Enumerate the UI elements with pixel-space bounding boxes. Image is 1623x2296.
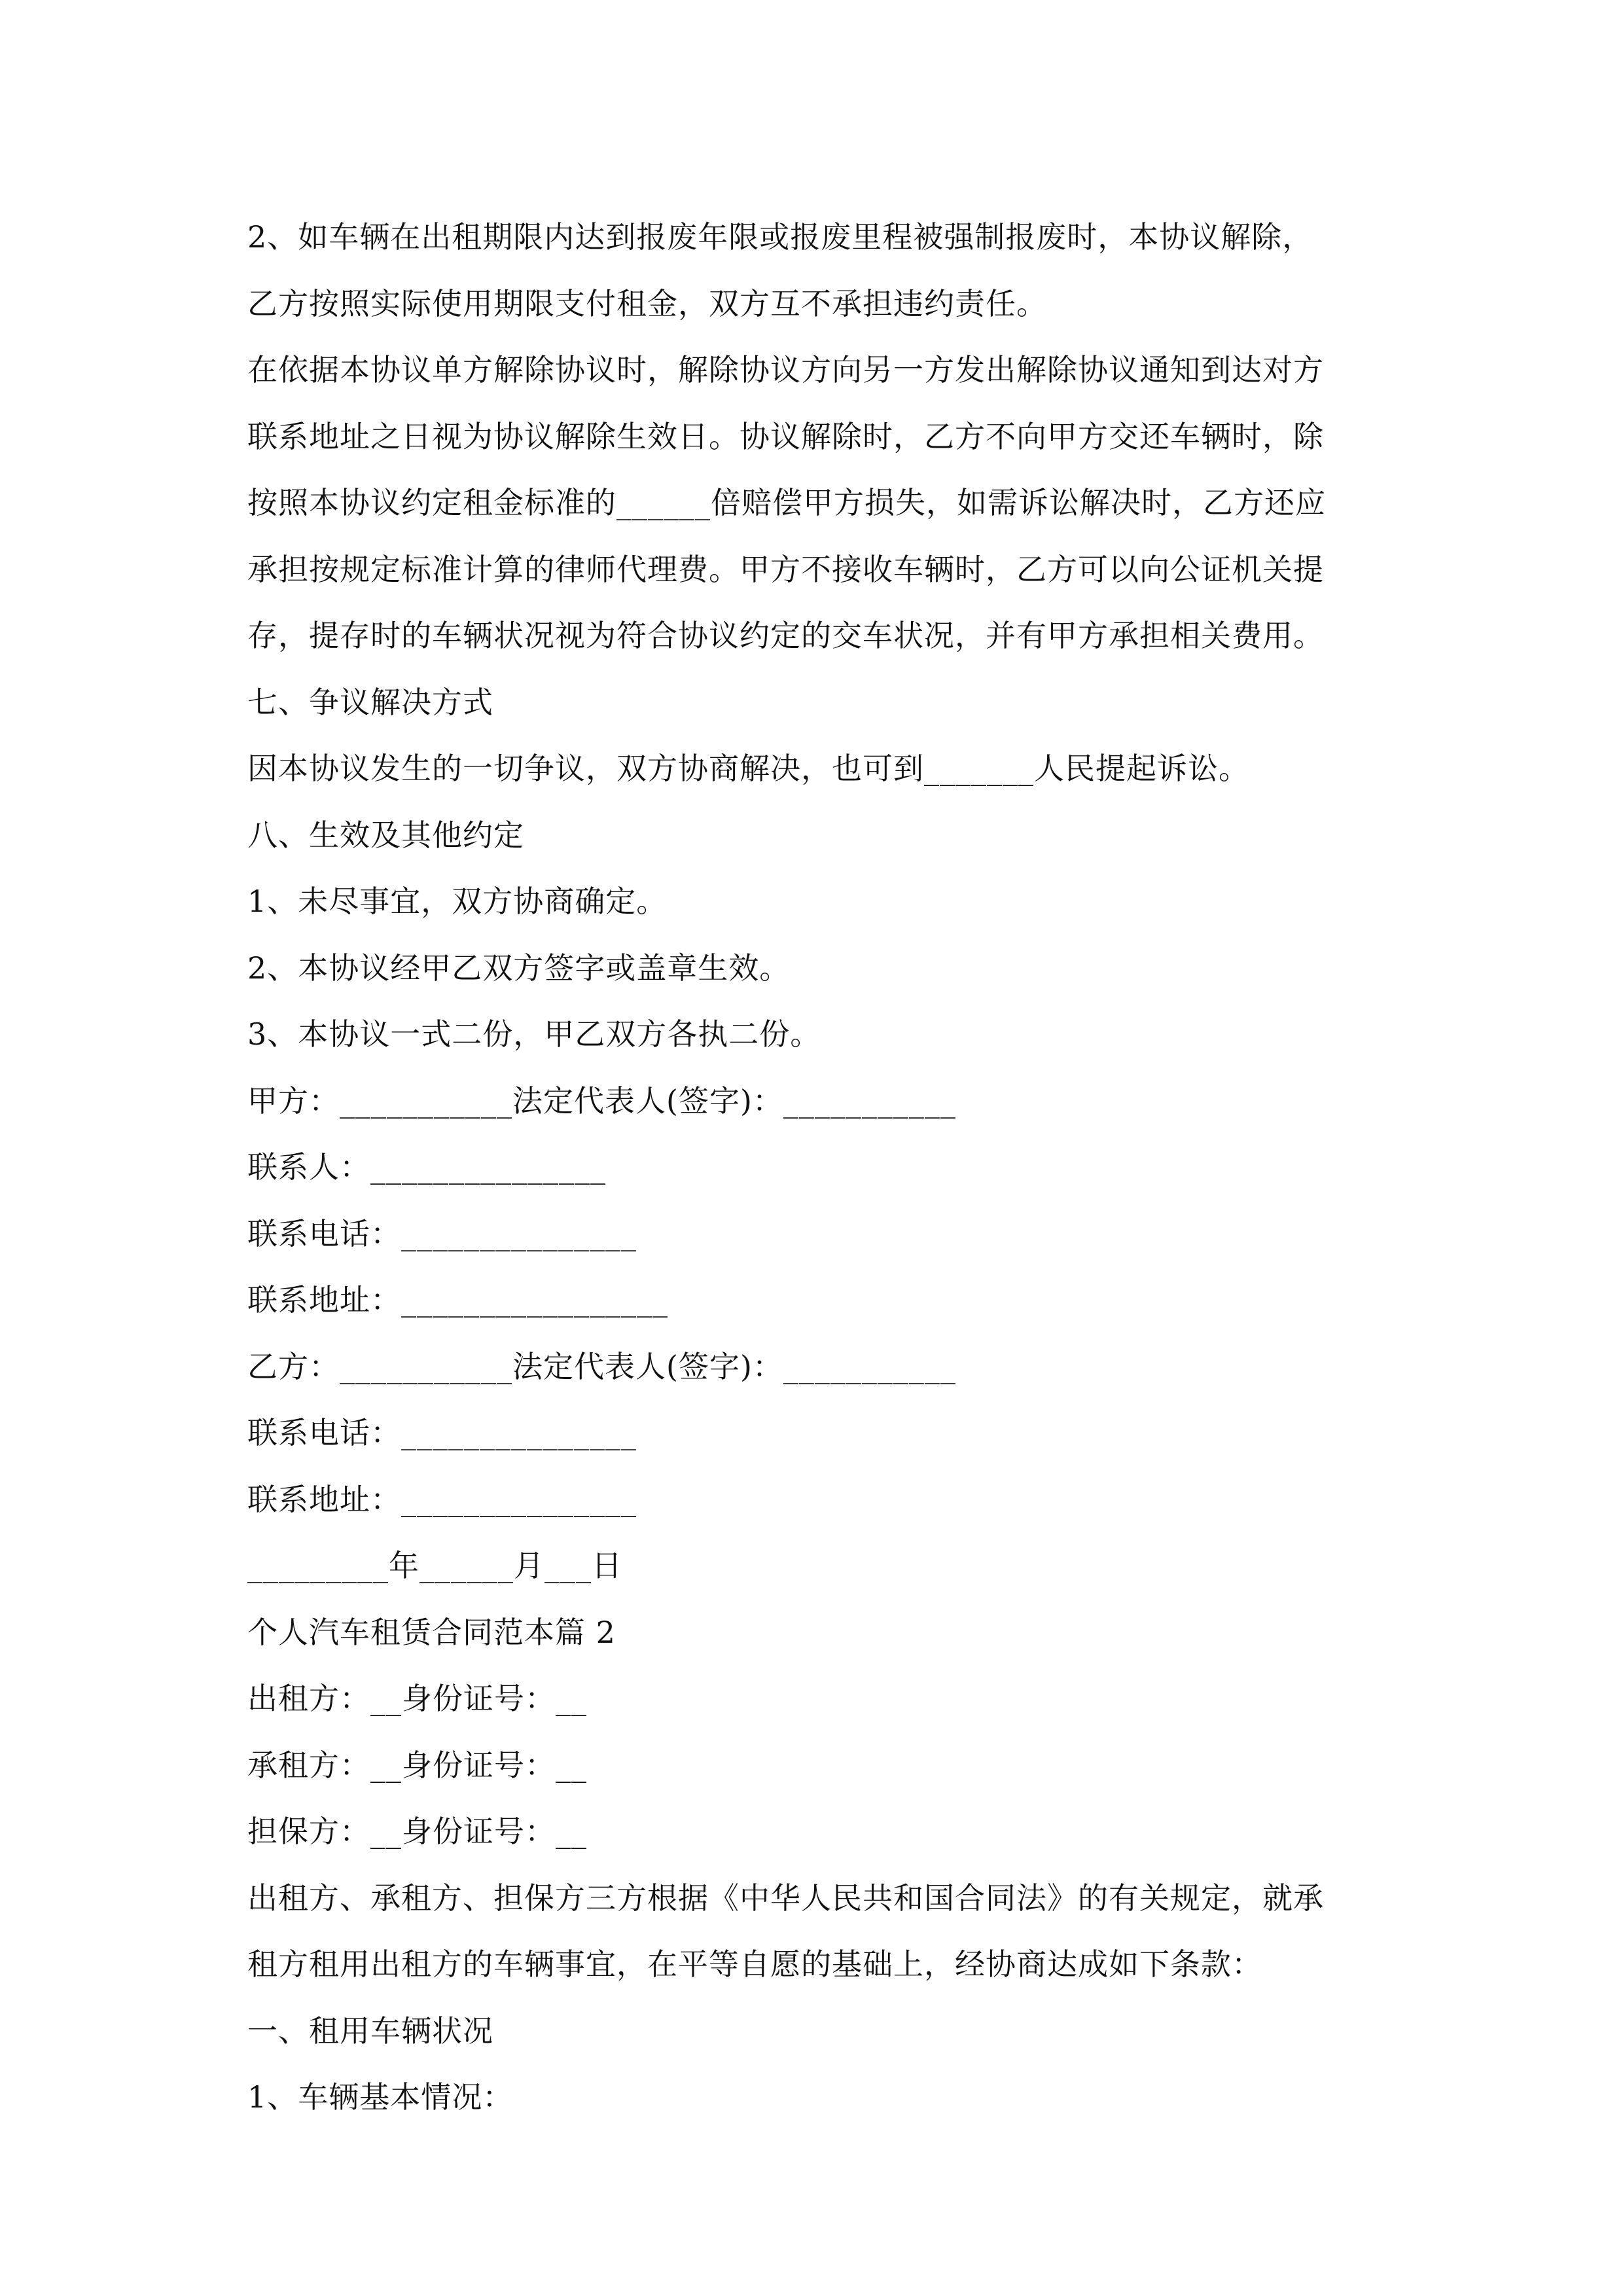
contact-person-field: 联系人：_______________ [247, 1149, 606, 1185]
date-field: _________年______月___日 [247, 1548, 622, 1583]
paragraph-line: 承担按规定标准计算的律师代理费。甲方不接收车辆时，乙方可以向公证机关提 [247, 551, 1324, 587]
paragraph-line: 乙方按照实际使用期限支付租金，双方互不承担违约责任。 [247, 285, 1047, 321]
paragraph-line: 因本协议发生的一切争议，双方协商解决，也可到_______人民提起诉讼。 [247, 751, 1249, 786]
contact-phone-field: 联系电话：_______________ [247, 1215, 637, 1251]
section-heading: 七、争议解决方式 [247, 684, 493, 720]
paragraph-line: 出租方、承租方、担保方三方根据《中华人民共和国合同法》的有关规定，就承 [247, 1880, 1324, 1916]
signature-field-party-a: 甲方：___________法定代表人(签字)：___________ [247, 1083, 956, 1119]
lessor-field: 出租方：__身份证号：__ [247, 1681, 587, 1716]
contact-phone-field: 联系电话：_______________ [247, 1415, 637, 1450]
contact-address-field: 联系地址：_______________ [247, 1481, 637, 1517]
paragraph-line: 租方租用出租方的车辆事宜，在平等自愿的基础上，经协商达成如下条款： [247, 1946, 1262, 1982]
signature-field-party-b: 乙方：___________法定代表人(签字)：___________ [247, 1348, 956, 1384]
document-title: 个人汽车租赁合同范本篇 2 [247, 1614, 616, 1650]
clause-item: 1、未尽事宜，双方协商确定。 [247, 884, 668, 919]
clause-item: 1、车辆基本情况： [247, 2079, 514, 2115]
paragraph-line: 2、如车辆在出租期限内达到报废年限或报废里程被强制报废时，本协议解除， [247, 219, 1313, 255]
section-heading: 八、生效及其他约定 [247, 817, 524, 853]
clause-item: 3、本协议一式二份，甲乙双方各执二份。 [247, 1016, 821, 1052]
paragraph-line: 在依据本协议单方解除协议时，解除协议方向另一方发出解除协议通知到达对方 [247, 352, 1324, 387]
contact-address-field: 联系地址：_________________ [247, 1282, 668, 1318]
clause-item: 2、本协议经甲乙双方签字或盖章生效。 [247, 950, 791, 986]
section-heading: 一、租用车辆状况 [247, 2013, 493, 2049]
paragraph-line: 按照本协议约定租金标准的______倍赔偿甲方损失，如需诉讼解决时，乙方还应 [247, 485, 1326, 520]
lessee-field: 承租方：__身份证号：__ [247, 1747, 587, 1783]
guarantor-field: 担保方：__身份证号：__ [247, 1814, 587, 1849]
paragraph-line: 联系地址之日视为协议解除生效日。协议解除时，乙方不向甲方交还车辆时，除 [247, 418, 1324, 454]
paragraph-line: 存，提存时的车辆状况视为符合协议约定的交车状况，并有甲方承担相关费用。 [247, 618, 1324, 653]
document-body [247, 204, 1399, 2131]
